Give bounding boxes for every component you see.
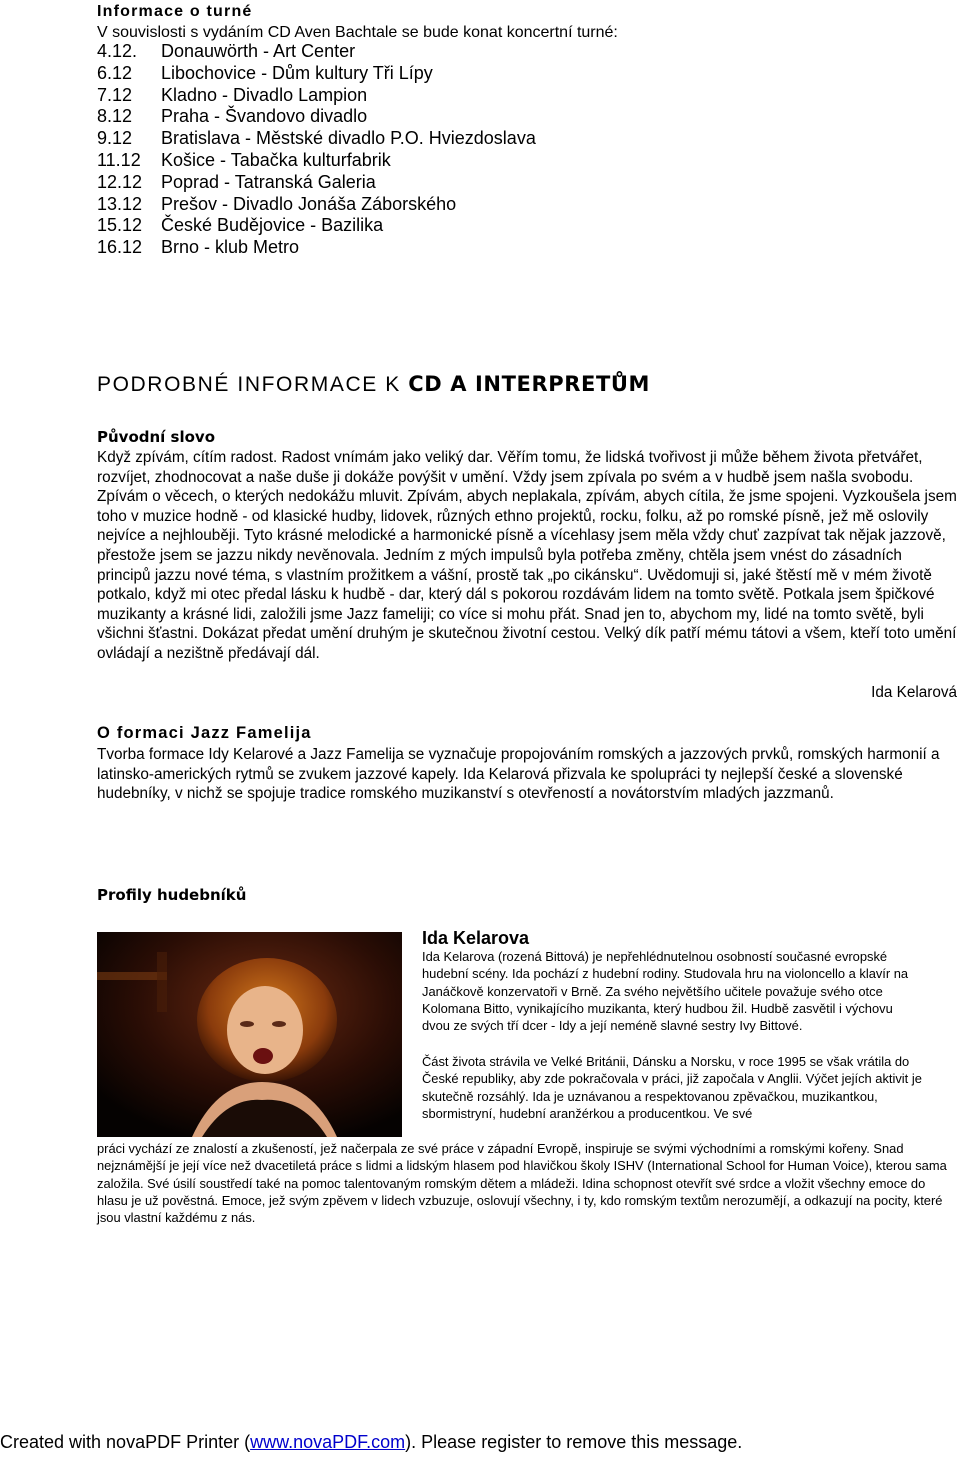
tour-date: 7.12 xyxy=(97,84,133,105)
details-heading-bold: CD A INTERPRETŮM xyxy=(408,372,651,396)
profiles-heading: Profily hudebníků xyxy=(97,886,247,904)
singer-photo-illustration xyxy=(97,932,402,1137)
formation-heading: O formaci Jazz Famelija xyxy=(97,724,312,742)
tour-date-item xyxy=(97,150,536,172)
tour-place: Libochovice - Dům kultury Tři Lípy xyxy=(161,62,433,83)
footer-link[interactable]: www.novaPDF.com xyxy=(250,1432,406,1452)
tour-date: 6.12 xyxy=(97,62,133,83)
tour-place: České Budějovice - Bazilika xyxy=(161,215,384,236)
tour-date: 15.12 xyxy=(97,215,143,236)
tour-intro: V souvislosti s vydáním CD Aven Bachtale se bude konat koncertní turné: xyxy=(97,24,618,41)
tour-date: 8.12 xyxy=(97,106,133,127)
tour-date: 4.12. xyxy=(97,41,138,61)
tour-place: Donauwörth - Art Center xyxy=(161,41,356,61)
tour-date-item xyxy=(97,63,536,85)
tour-date: 9.12 xyxy=(97,128,133,149)
bio-side-text: Ida Kelarova (rozená Bittová) je nepřehlédnutelnou osobností současné evropské hudební scény. Ida pochází z hudební rodiny. Studovala hru na violoncello a klavír na Janáčkově konzervatoři v Brně. Za svého největšího učitele považuje svého otce Kolomana Bitto, vynikajícího muzikanta, který hudbou žil. Hudbě zasvětil i výchovu dvou ze svých tří dcer - Idy a její neméně slavné sestry Ivy Bittové. xyxy=(422,949,909,1034)
singer-photo xyxy=(97,932,402,1137)
tour-date-item xyxy=(97,85,536,107)
tour-place: Kladno - Divadlo Lampion xyxy=(161,84,368,105)
tour-date-item xyxy=(97,194,536,216)
original-word-heading: Původní slovo xyxy=(97,428,215,446)
details-heading-light: PODROBNÉ INFORMACE K xyxy=(97,373,409,396)
tour-date: 12.12 xyxy=(97,171,143,192)
tour-date-item xyxy=(97,41,536,63)
footer-suffix: ). Please register to remove this message. xyxy=(405,1432,743,1452)
formation-body: Tvorba formace Idy Kelarové a Jazz Famelija se vyznačuje propojováním romských a jazzových prvků, romských harmonií a latinsko-amerických rytmů se zvukem jazzové kapely. Ida Kelarová přizvala ke spolupráci ty nejlepší české a slovenské hudebníky, v nichž se spojuje tradice romského muzikanství s otevřeností a novátorstvím mladých jazzmanů. xyxy=(97,746,940,803)
footer-note xyxy=(0,1432,960,1453)
tour-date: 13.12 xyxy=(97,193,143,214)
bio-side-text-2: Část života strávila ve Velké Británii, Dánsku a Norsku, v roce 1995 se však vrátila do České republiky, aby zde pokračovala v práci, již započala v Anglii. Výčet jejích aktivit je skutečně rozsáhlý. Ida je uznávanou a respektovanou zpěvačkou, muzikantkou, sbormistryní, hudební aranžérkou a producentkou. Ve své xyxy=(422,1054,922,1121)
tour-dates-list xyxy=(97,41,536,259)
tour-place: Bratislava - Městské divadlo P.O. Hviezdoslava xyxy=(161,128,536,149)
tour-place: Praha - Švandovo divadlo xyxy=(161,106,368,127)
tour-date-item xyxy=(97,106,536,128)
tour-place: Košice - Tabačka kulturfabrik xyxy=(161,149,391,170)
tour-place: Brno - klub Metro xyxy=(161,237,300,258)
tour-date-item xyxy=(97,215,536,237)
tour-date: 11.12 xyxy=(97,149,141,170)
tour-place: Poprad - Tatranská Galeria xyxy=(161,171,376,192)
original-word-body: Když zpívám, cítím radost. Radost vnímám jako veliký dar. Věřím tomu, že lidská tvořivost ji může během života přetvářet, rozvíjet, zhodnocovat a naše duše ji dokáže povýšit v umění. Vždy jsem zpívala po svém a v hudbě jsem našla svobodu. Zpívám o věcech, o kterých nedokážu mluvit. Zpívám, abych neplakala, zpívám, abych cítila, že jsme spojeni. Vyzkoušela jsem toho v muzice hodně - od klasické hudby, lidovek, různých ethno projektů, rocku, folku, až po romské písně, jež mě oslovily nejvíce a nejhlouběji. Tyto krásné melodické a harmonické písně a vícehlasy jsem měla vždy chuť zazpívat tak nějak jazzově, přestože jsem se jazzu nikdy nevěnovala. Jedním z mých impulsů byla potřeba změny, chtěla jsem vnést do zásadních principů jazzu nové téma, s vlastním prožitkem a vášní, prostě tak „po cikánsku“. Uvědomuji si, jaké štěstí mě v mém životě potkalo, když mi otec předal lásku k hudbě - dar, který dál s pokorou rozdávám lidem na tomto světě. Potkala jsem špičkové muzikanty a krásné lidi, založili jsme Jazz fameliji; co více si mohu přát. Snad jen to, abychom my, lidé na tomto světě, byli všichni šťastni. Dokázat předat umění druhým je skutečnou životní cestou. Velký dík patří mému tátovi a všem, kteří toto umění ovládají a nezištně předávají dál. xyxy=(97,449,957,662)
tour-date: 16.12 xyxy=(97,237,143,258)
tour-date-item xyxy=(97,128,536,150)
tour-date-item xyxy=(97,172,536,194)
musician-name: Ida Kelarova xyxy=(422,928,530,948)
tour-place: Prešov - Divadlo Jonáša Záborského xyxy=(161,193,457,214)
tour-heading: Informace o turné xyxy=(97,3,253,20)
details-heading xyxy=(97,372,650,397)
signature: Ida Kelarová xyxy=(871,684,957,701)
footer-prefix: Created with novaPDF Printer ( xyxy=(0,1432,251,1452)
tour-date-item xyxy=(97,237,536,259)
bio-full-text: práci vychází ze znalostí a zkušeností, jež načerpala ze své práce v západní Evropě, inspiruje se svými východními a romskými kořeny. Snad nejznámější je její více než dvacetiletá práce s lidmi a lidským hlasem pod hlavičkou školy ISHV (International School for Human Voice), kterou sama založila. Své úsilí soustředí také na pomoc talentovaným romským dětem a mládeži. Idina schopnost otevřít své srdce a vložit všechny emoce do hlasu je už pověstná. Emoce, jež svým zpěvem v lidech vzbuzuje, oslovují všechny, i ty, kdo romským textům nerozumějí, a odkazují na pocity, které jsou vlastní každému z nás. xyxy=(97,1141,947,1226)
